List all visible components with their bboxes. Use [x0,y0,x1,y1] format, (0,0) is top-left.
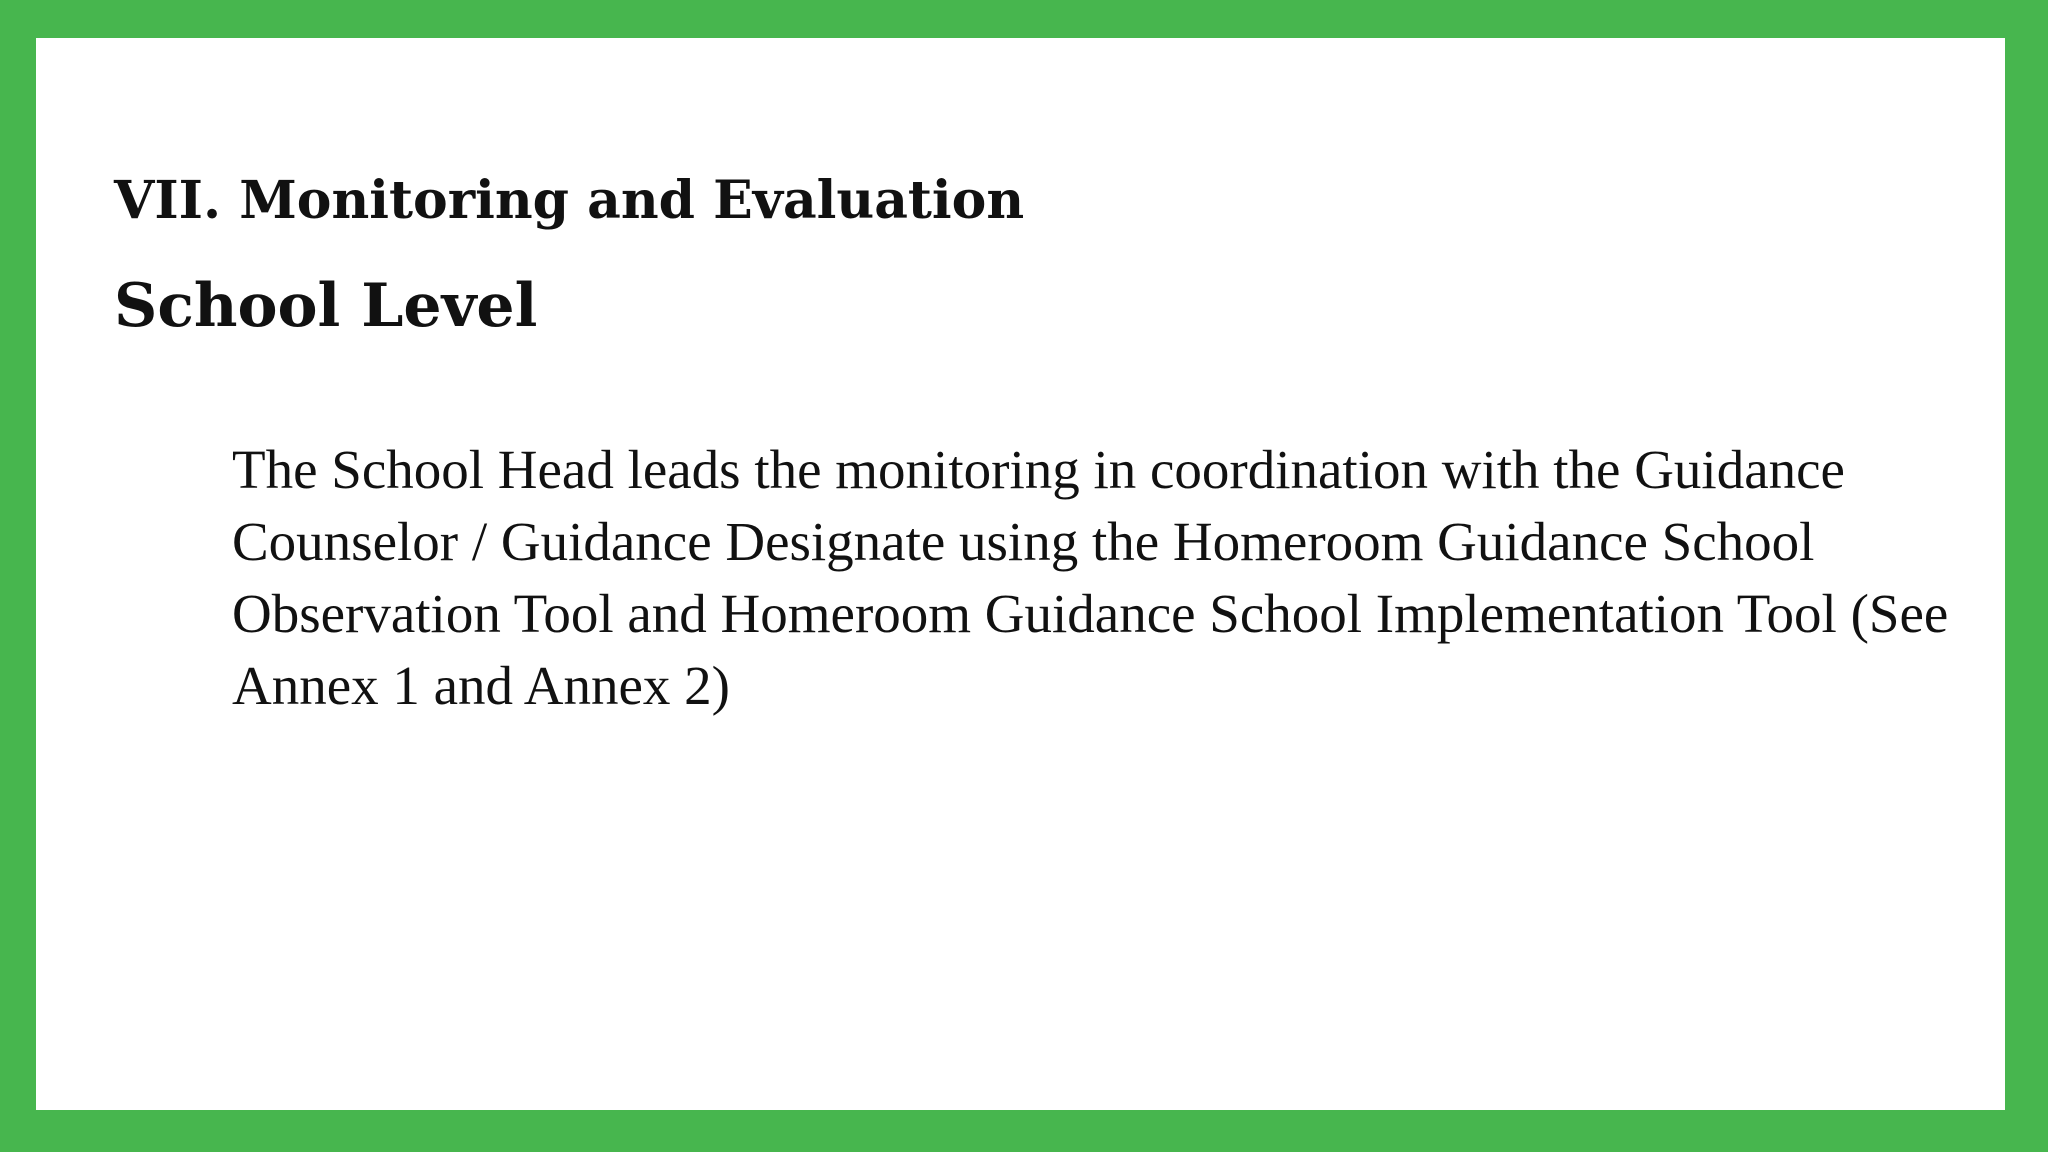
section-heading: VII. Monitoring and Evaluation [114,170,1025,231]
slide-content-area [36,38,2005,1110]
body-paragraph: The School Head leads the monitoring in coordination with the Guidance Counselor / Guidance Designate using the Homeroom Guidance School Observation Tool and Homeroom Guidance School Implementation Tool (See Annex 1 and Annex 2) [232,439,1949,716]
sub-heading: School Level [114,271,538,341]
